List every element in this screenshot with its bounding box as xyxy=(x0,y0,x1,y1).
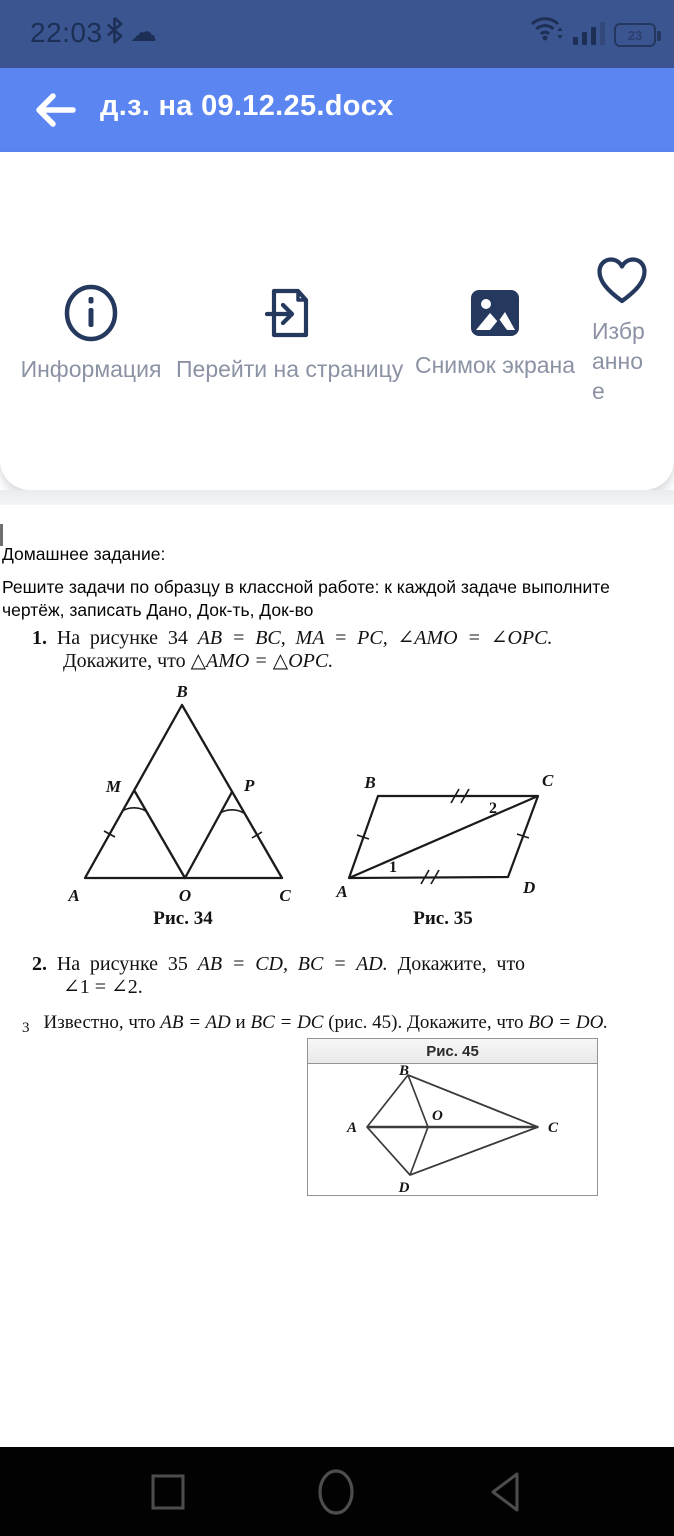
go-to-page-button[interactable] xyxy=(176,284,402,383)
task-2-number: 2. xyxy=(32,953,47,975)
fig34-caption: Рис. 34 xyxy=(153,908,213,929)
back-triangle-icon xyxy=(488,1470,522,1514)
favorite-label: Избранное xyxy=(592,318,645,404)
screenshot-icon xyxy=(410,288,580,338)
home-circle-icon xyxy=(317,1468,355,1516)
text-cursor xyxy=(0,524,3,546)
task-3-math-2: BC = DC xyxy=(250,1012,324,1033)
task-3-number: 3 xyxy=(22,1020,30,1036)
task-2 xyxy=(32,953,525,999)
task-1-text-2: Докажите, что xyxy=(63,650,186,672)
fig45-label-a: A xyxy=(346,1120,357,1136)
recents-button[interactable] xyxy=(138,1447,198,1536)
back-button[interactable] xyxy=(28,88,80,132)
heart-icon xyxy=(592,256,652,306)
task-1 xyxy=(32,627,552,673)
info-button[interactable] xyxy=(20,284,162,383)
task-3 xyxy=(22,1011,608,1040)
battery-icon xyxy=(614,23,656,47)
task-2-math: AB = CD, BC = AD. xyxy=(197,953,388,975)
go-to-page-label: Перейти на страницу xyxy=(176,356,404,382)
home-button[interactable] xyxy=(306,1447,366,1536)
fig34-label-c: C xyxy=(279,886,291,905)
wifi-icon xyxy=(530,15,564,47)
app-header xyxy=(0,68,674,152)
toolbar-sheet xyxy=(0,152,674,490)
favorite-button[interactable] xyxy=(592,256,652,406)
fig35-label-c: C xyxy=(542,771,554,790)
fig35-label-b: B xyxy=(364,773,376,792)
document-page[interactable] xyxy=(0,505,674,1447)
fig45-label-c: C xyxy=(548,1120,559,1136)
fig34-label-m: M xyxy=(105,777,121,796)
doc-heading: Домашнее задание: xyxy=(2,544,166,564)
task-2-text-2: Докажите, что xyxy=(397,953,525,975)
fig45-title: Рис. 45 xyxy=(308,1039,597,1064)
battery-level: 23 xyxy=(627,27,643,43)
fig45-label-d: D xyxy=(398,1180,410,1195)
task-1-math-2: △AMO = △OPC. xyxy=(190,650,334,672)
doc-intro: Решите задачи по образцу в классной работе: к каждой задаче выполните чертёж, записать Дано, Док-ть, Док-во xyxy=(2,577,610,620)
fig34-label-b: B xyxy=(176,682,188,701)
back-arrow-icon xyxy=(29,91,79,129)
info-icon xyxy=(20,284,162,342)
signal-strength-icon xyxy=(573,23,605,47)
figure-34 xyxy=(40,680,320,915)
task-3-text-2: и xyxy=(235,1012,246,1033)
figure-35 xyxy=(330,745,590,910)
status-bar xyxy=(0,0,674,68)
android-nav-bar xyxy=(0,1447,674,1536)
document-title: д.з. на 09.12.25.docx xyxy=(100,90,394,122)
info-label: Информация xyxy=(20,356,162,382)
fig34-label-p: P xyxy=(244,776,255,795)
figure-45 xyxy=(308,1064,597,1195)
recents-square-icon xyxy=(151,1474,185,1510)
fig45-label-o: O xyxy=(432,1108,443,1124)
fig35-caption: Рис. 35 xyxy=(413,908,473,929)
task-1-text: На рисунке 34 xyxy=(56,627,188,649)
figure-45-box xyxy=(307,1038,598,1196)
clock: 22:03 xyxy=(30,17,103,48)
screenshot-label: Снимок экрана xyxy=(414,352,576,378)
fig35-label-d: D xyxy=(523,878,536,897)
fig45-label-b: B xyxy=(398,1064,410,1079)
fig34-label-a: A xyxy=(68,886,80,905)
back-nav-button[interactable] xyxy=(475,1447,535,1536)
task-3-text-3: (рис. 45). Докажите, что xyxy=(328,1012,524,1033)
task-1-math: AB = BC, MA = PC, ∠AMO = ∠OPC. xyxy=(197,627,553,649)
task-2-math-2: ∠1 = ∠2. xyxy=(63,976,143,998)
task-3-text-1: Известно, что xyxy=(43,1012,156,1033)
task-3-math-1: AB = AD xyxy=(160,1012,231,1033)
fig34-label-o: O xyxy=(178,886,192,905)
cloud-icon: ☁ xyxy=(130,16,157,48)
fig35-angle-1: 1 xyxy=(389,859,397,876)
screenshot-button[interactable] xyxy=(410,288,580,379)
go-to-page-icon xyxy=(176,284,402,342)
task-1-number: 1. xyxy=(32,627,47,649)
bluetooth-icon xyxy=(106,16,123,49)
task-2-text: На рисунке 35 xyxy=(56,953,188,975)
fig35-angle-2: 2 xyxy=(489,800,497,817)
fig35-label-a: A xyxy=(336,882,348,901)
task-3-math-3: BO = DO. xyxy=(528,1012,609,1033)
